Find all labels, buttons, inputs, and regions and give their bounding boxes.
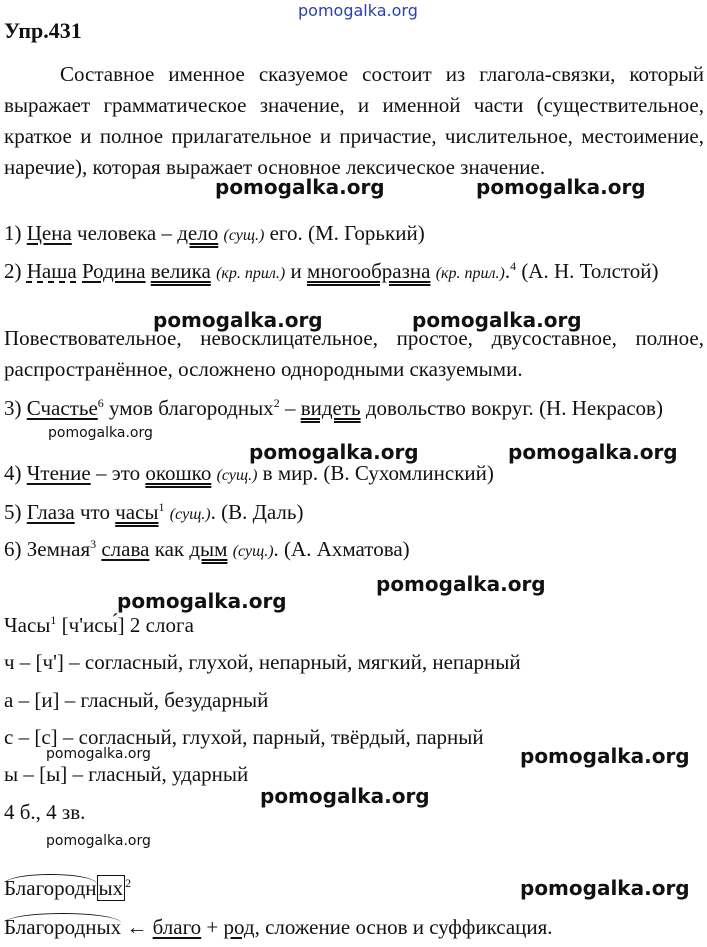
sentence-number: 6) xyxy=(4,537,22,561)
sentence-5 xyxy=(4,500,303,525)
dash: – xyxy=(284,396,296,420)
watermark: pomogalka.org xyxy=(46,746,151,762)
period: . xyxy=(504,259,511,283)
subject: Счастье xyxy=(26,396,98,420)
sentence-6 xyxy=(4,537,410,562)
part-of-speech-note: (сущ.) xyxy=(232,543,274,560)
conjunction: и xyxy=(290,259,302,283)
watermark: pomogalka.org xyxy=(153,308,323,332)
superscript: 1 xyxy=(158,500,165,514)
text: . (А. Ахматова) xyxy=(273,537,410,561)
sentence-1 xyxy=(4,221,425,246)
watermark: pomogalka.org xyxy=(260,784,430,808)
superscript: 4 xyxy=(510,259,517,273)
part-of-speech-note: (сущ.) xyxy=(169,506,211,523)
watermark-top: pomogalka.org xyxy=(298,1,418,20)
text: в мир. (В. Сухомлинский) xyxy=(257,461,494,485)
phonetic-line: а – [и] – гласный, безударный xyxy=(4,688,269,712)
watermark: pomogalka.org xyxy=(476,175,646,199)
superscript: 2 xyxy=(273,396,280,410)
watermark: pomogalka.org xyxy=(46,833,151,849)
predicate: велика xyxy=(150,259,211,283)
watermark: pomogalka.org xyxy=(117,589,287,613)
predicate: окошко xyxy=(145,461,212,485)
base-part: благо xyxy=(152,915,202,939)
subject: Родина xyxy=(81,259,146,283)
subject: слава xyxy=(101,537,150,561)
part-of-speech-note: (сущ.) xyxy=(216,467,258,484)
sentence-2 xyxy=(4,256,704,289)
attribute: Наша xyxy=(26,259,77,283)
author: (Н. Некрасов) xyxy=(539,396,663,420)
subject: Глаза xyxy=(26,500,75,524)
watermark: pomogalka.org xyxy=(520,744,690,768)
watermark: pomogalka.org xyxy=(48,425,153,441)
intro-text: Составное именное сказуемое состоит из глагола-связки, который выражает грамматическое значение, и именной части (существительное, краткое и полное прилагательное и причастие, числительное, местоимение, наречие), которая выражает основное лексическое значение. xyxy=(4,62,704,179)
text: как xyxy=(149,537,190,561)
word: Благородных xyxy=(4,915,122,939)
watermark: pomogalka.org xyxy=(249,440,419,464)
attribute: Земная xyxy=(26,537,91,561)
sentence-number: 3) xyxy=(4,396,22,420)
sentence-number: 1) xyxy=(4,221,22,245)
phonetic-line: ы – [ы] – гласный, ударный xyxy=(4,762,249,786)
text: , сложение основ и суффиксация. xyxy=(254,915,553,939)
superscript: 1 xyxy=(50,613,57,627)
text: довольство вокруг. xyxy=(365,396,534,420)
superscript: 2 xyxy=(125,876,132,890)
word-stem: Благородн xyxy=(4,876,97,900)
subject: Цена xyxy=(26,221,72,245)
author: (А. Н. Толстой) xyxy=(521,259,659,283)
part-of-speech-note: (кр. прил.) xyxy=(216,265,286,282)
phonetic-line: ч – [ч'] – согласный, глухой, непарный, мягкий, непарный xyxy=(4,650,521,674)
text: . (В. Даль) xyxy=(210,500,304,524)
text: – это xyxy=(90,461,146,485)
sentence-4 xyxy=(4,461,494,486)
sentence-number: 4) xyxy=(4,461,22,485)
phonetic-total: 4 б., 4 зв. xyxy=(4,800,86,824)
predicate: видеть xyxy=(300,396,361,420)
word-ending: ых xyxy=(98,876,124,900)
watermark: pomogalka.org xyxy=(508,440,678,464)
sentence-3 xyxy=(4,393,704,424)
phonetic-line: с – [с] – согласный, глухой, парный, твёрдый, парный xyxy=(4,725,484,749)
exercise-title: Упр.431 xyxy=(4,18,82,43)
subject: Чтение xyxy=(26,461,91,485)
watermark: pomogalka.org xyxy=(376,572,546,596)
phonetic-header xyxy=(4,613,194,638)
watermark: pomogalka.org xyxy=(520,876,690,900)
predicate: часы xyxy=(115,500,159,524)
intro-paragraph xyxy=(4,59,704,183)
predicate: дело xyxy=(177,221,219,245)
text: что xyxy=(74,500,116,524)
sentence-number: 5) xyxy=(4,500,22,524)
superscript: 6 xyxy=(97,396,104,410)
watermark: pomogalka.org xyxy=(412,308,582,332)
text: умов благородных xyxy=(109,396,274,420)
base-part: род xyxy=(223,915,255,939)
sentence-number: 2) xyxy=(4,259,22,283)
text: его. (М. Горький) xyxy=(264,221,425,245)
transcription: [ч'исы́] 2 слога xyxy=(56,613,194,637)
arrow-icon: ← xyxy=(126,915,148,939)
predicate: многообразна xyxy=(306,259,431,283)
text: человека – xyxy=(71,221,178,245)
morpheme-analysis-2 xyxy=(4,915,553,940)
morpheme-analysis-1 xyxy=(4,876,131,901)
sentence-analysis: Повествовательное, невосклицательное, простое, двусоставное, полное, распространённое, осложнено однородными сказуемыми. xyxy=(4,326,704,381)
plus-sign: + xyxy=(206,915,219,939)
word: Часы xyxy=(4,613,51,637)
superscript: 3 xyxy=(90,537,97,551)
part-of-speech-note: (кр. прил.) xyxy=(435,265,505,282)
part-of-speech-note: (сущ.) xyxy=(223,227,265,244)
predicate: дым xyxy=(189,537,228,561)
watermark: pomogalka.org xyxy=(215,175,385,199)
